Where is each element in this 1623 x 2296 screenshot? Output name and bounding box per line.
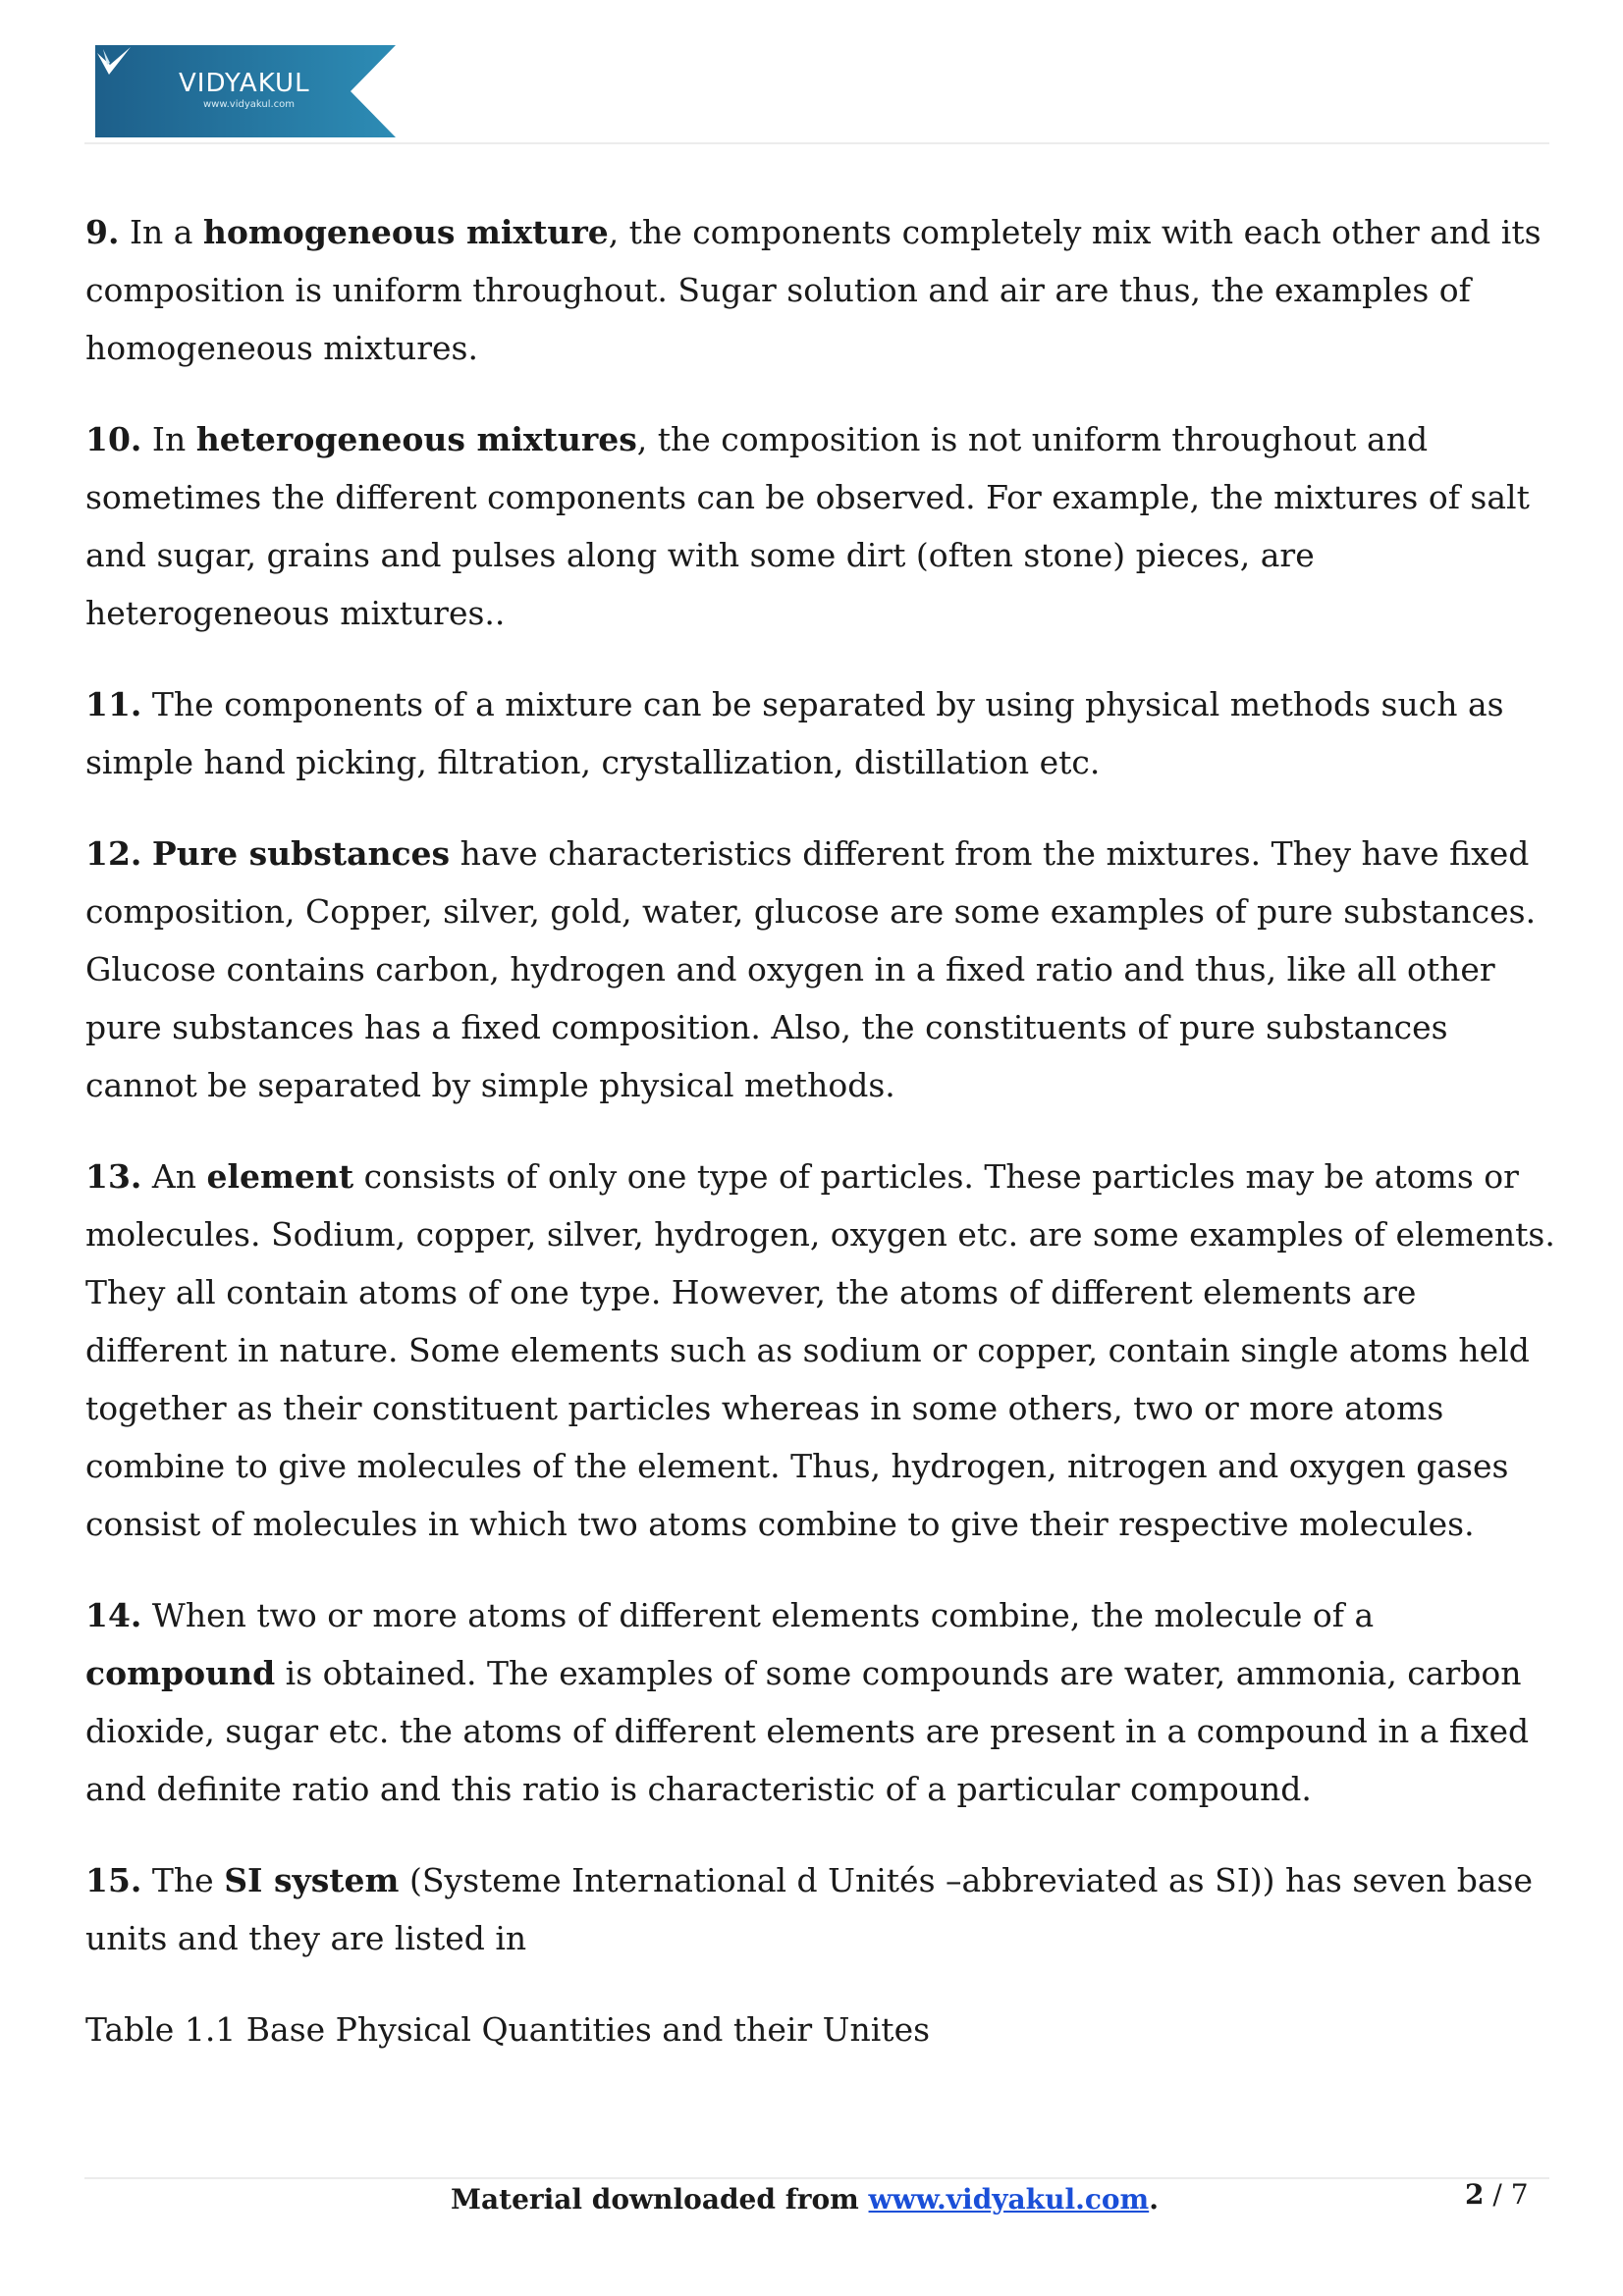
paragraph-text: consists of only one type of particles. These particles may be atoms or molecules. Sodium, copper, silver, hydrogen, oxygen etc. are some examples of elements. They all contain atoms of one type. However, the atoms of different elements are different in nature. Some elements such as sodium or copper, contain single atoms held together as their constituent particles whereas in some others, two or more atoms combine to give molecules of the element. Thus, hydrogen, nitrogen and oxygen gases consist of molecules in which two atoms combine to give their respective molecules. <box>85 1157 1555 1543</box>
paragraph-text: The <box>141 1861 225 1899</box>
paragraph-text: have characteristics different from the mixtures. They have fixed composition, Copper, silver, gold, water, glucose are some examples of pure substances. Glucose contains carbon, hydrogen and oxygen in a fixed ratio and thus, like all other pure substances has a fixed composition. Also, the constituents of pure substances cannot be separated by simple physical methods. <box>85 834 1537 1104</box>
paragraph-number: 14. <box>85 1596 142 1634</box>
paragraph-number: 11. <box>85 685 142 723</box>
paragraph-text: An <box>141 1157 207 1196</box>
paragraph-number: 13. <box>85 1157 142 1196</box>
paragraph-text: Table 1.1 Base Physical Quantities and their Unites <box>85 2010 931 2049</box>
paragraph-number: 10. <box>85 420 142 458</box>
paragraph-text: is obtained. The examples of some compounds are water, ammonia, carbon dioxide, sugar etc. the atoms of different elements are present in a compound in a fixed and definite ratio and this ratio is characteristic of a particular compound. <box>85 1654 1530 1808</box>
paragraph <box>85 825 1558 1114</box>
paragraph <box>85 203 1558 377</box>
paragraph-number: 12. <box>85 834 142 873</box>
paragraph <box>85 410 1558 642</box>
page-total: 7 <box>1510 2178 1529 2211</box>
document-body <box>85 203 1558 2092</box>
key-term: element <box>206 1157 354 1196</box>
footer-suffix: . <box>1149 2183 1159 2216</box>
page-current: 2 <box>1465 2178 1485 2211</box>
paragraph-number: 15. <box>85 1861 142 1899</box>
footer-prefix: Material downloaded from <box>451 2183 869 2216</box>
footer-note <box>451 2180 1159 2219</box>
vidyakul-logo[interactable] <box>95 45 396 137</box>
key-term: compound <box>85 1654 276 1692</box>
paragraph <box>85 1851 1558 1967</box>
paragraph-text <box>141 834 152 873</box>
paragraph-text: , the composition is not uniform throughout and sometimes the different components can be observed. For example, the mixtures of salt and sugar, grains and pulses along with some dirt (often stone) pieces, are heterogeneous mixtures.. <box>85 420 1530 632</box>
paragraph-text: In <box>141 420 196 458</box>
key-term: heterogeneous mixtures <box>195 420 637 458</box>
paragraph-text: The components of a mixture can be separated by using physical methods such as simple hand picking, filtration, crystallization, distillation etc. <box>85 685 1504 781</box>
paragraph-text: (Systeme International d Unités –abbreviated as SI)) has seven base units and they are listed in <box>85 1861 1533 1957</box>
paragraph <box>85 1586 1558 1818</box>
key-term: SI system <box>224 1861 400 1899</box>
paragraph-text: When two or more atoms of different elements combine, the molecule of a <box>141 1596 1375 1634</box>
paragraph-number: 9. <box>85 213 120 251</box>
logo-wordmark: VIDYAKUL <box>179 69 310 98</box>
key-term: homogeneous mixture <box>202 213 609 251</box>
paragraph <box>85 675 1558 791</box>
logo-url: www.vidyakul.com <box>203 99 296 110</box>
paragraph-text: , the components completely mix with each other and its composition is uniform throughout. Sugar solution and air are thus, the examples of homogeneous mixtures. <box>85 213 1542 367</box>
key-term: Pure substances <box>151 834 451 873</box>
check-wing-icon <box>95 45 133 79</box>
footer-divider <box>84 2177 1549 2179</box>
footer-link[interactable]: www.vidyakul.com <box>868 2183 1150 2216</box>
paragraph <box>85 2001 1558 2058</box>
page-separator: / <box>1484 2178 1511 2211</box>
paragraph <box>85 1148 1558 1553</box>
paragraph-text: In a <box>119 213 203 251</box>
header-divider <box>84 142 1549 144</box>
page-indicator <box>1465 2175 1529 2215</box>
